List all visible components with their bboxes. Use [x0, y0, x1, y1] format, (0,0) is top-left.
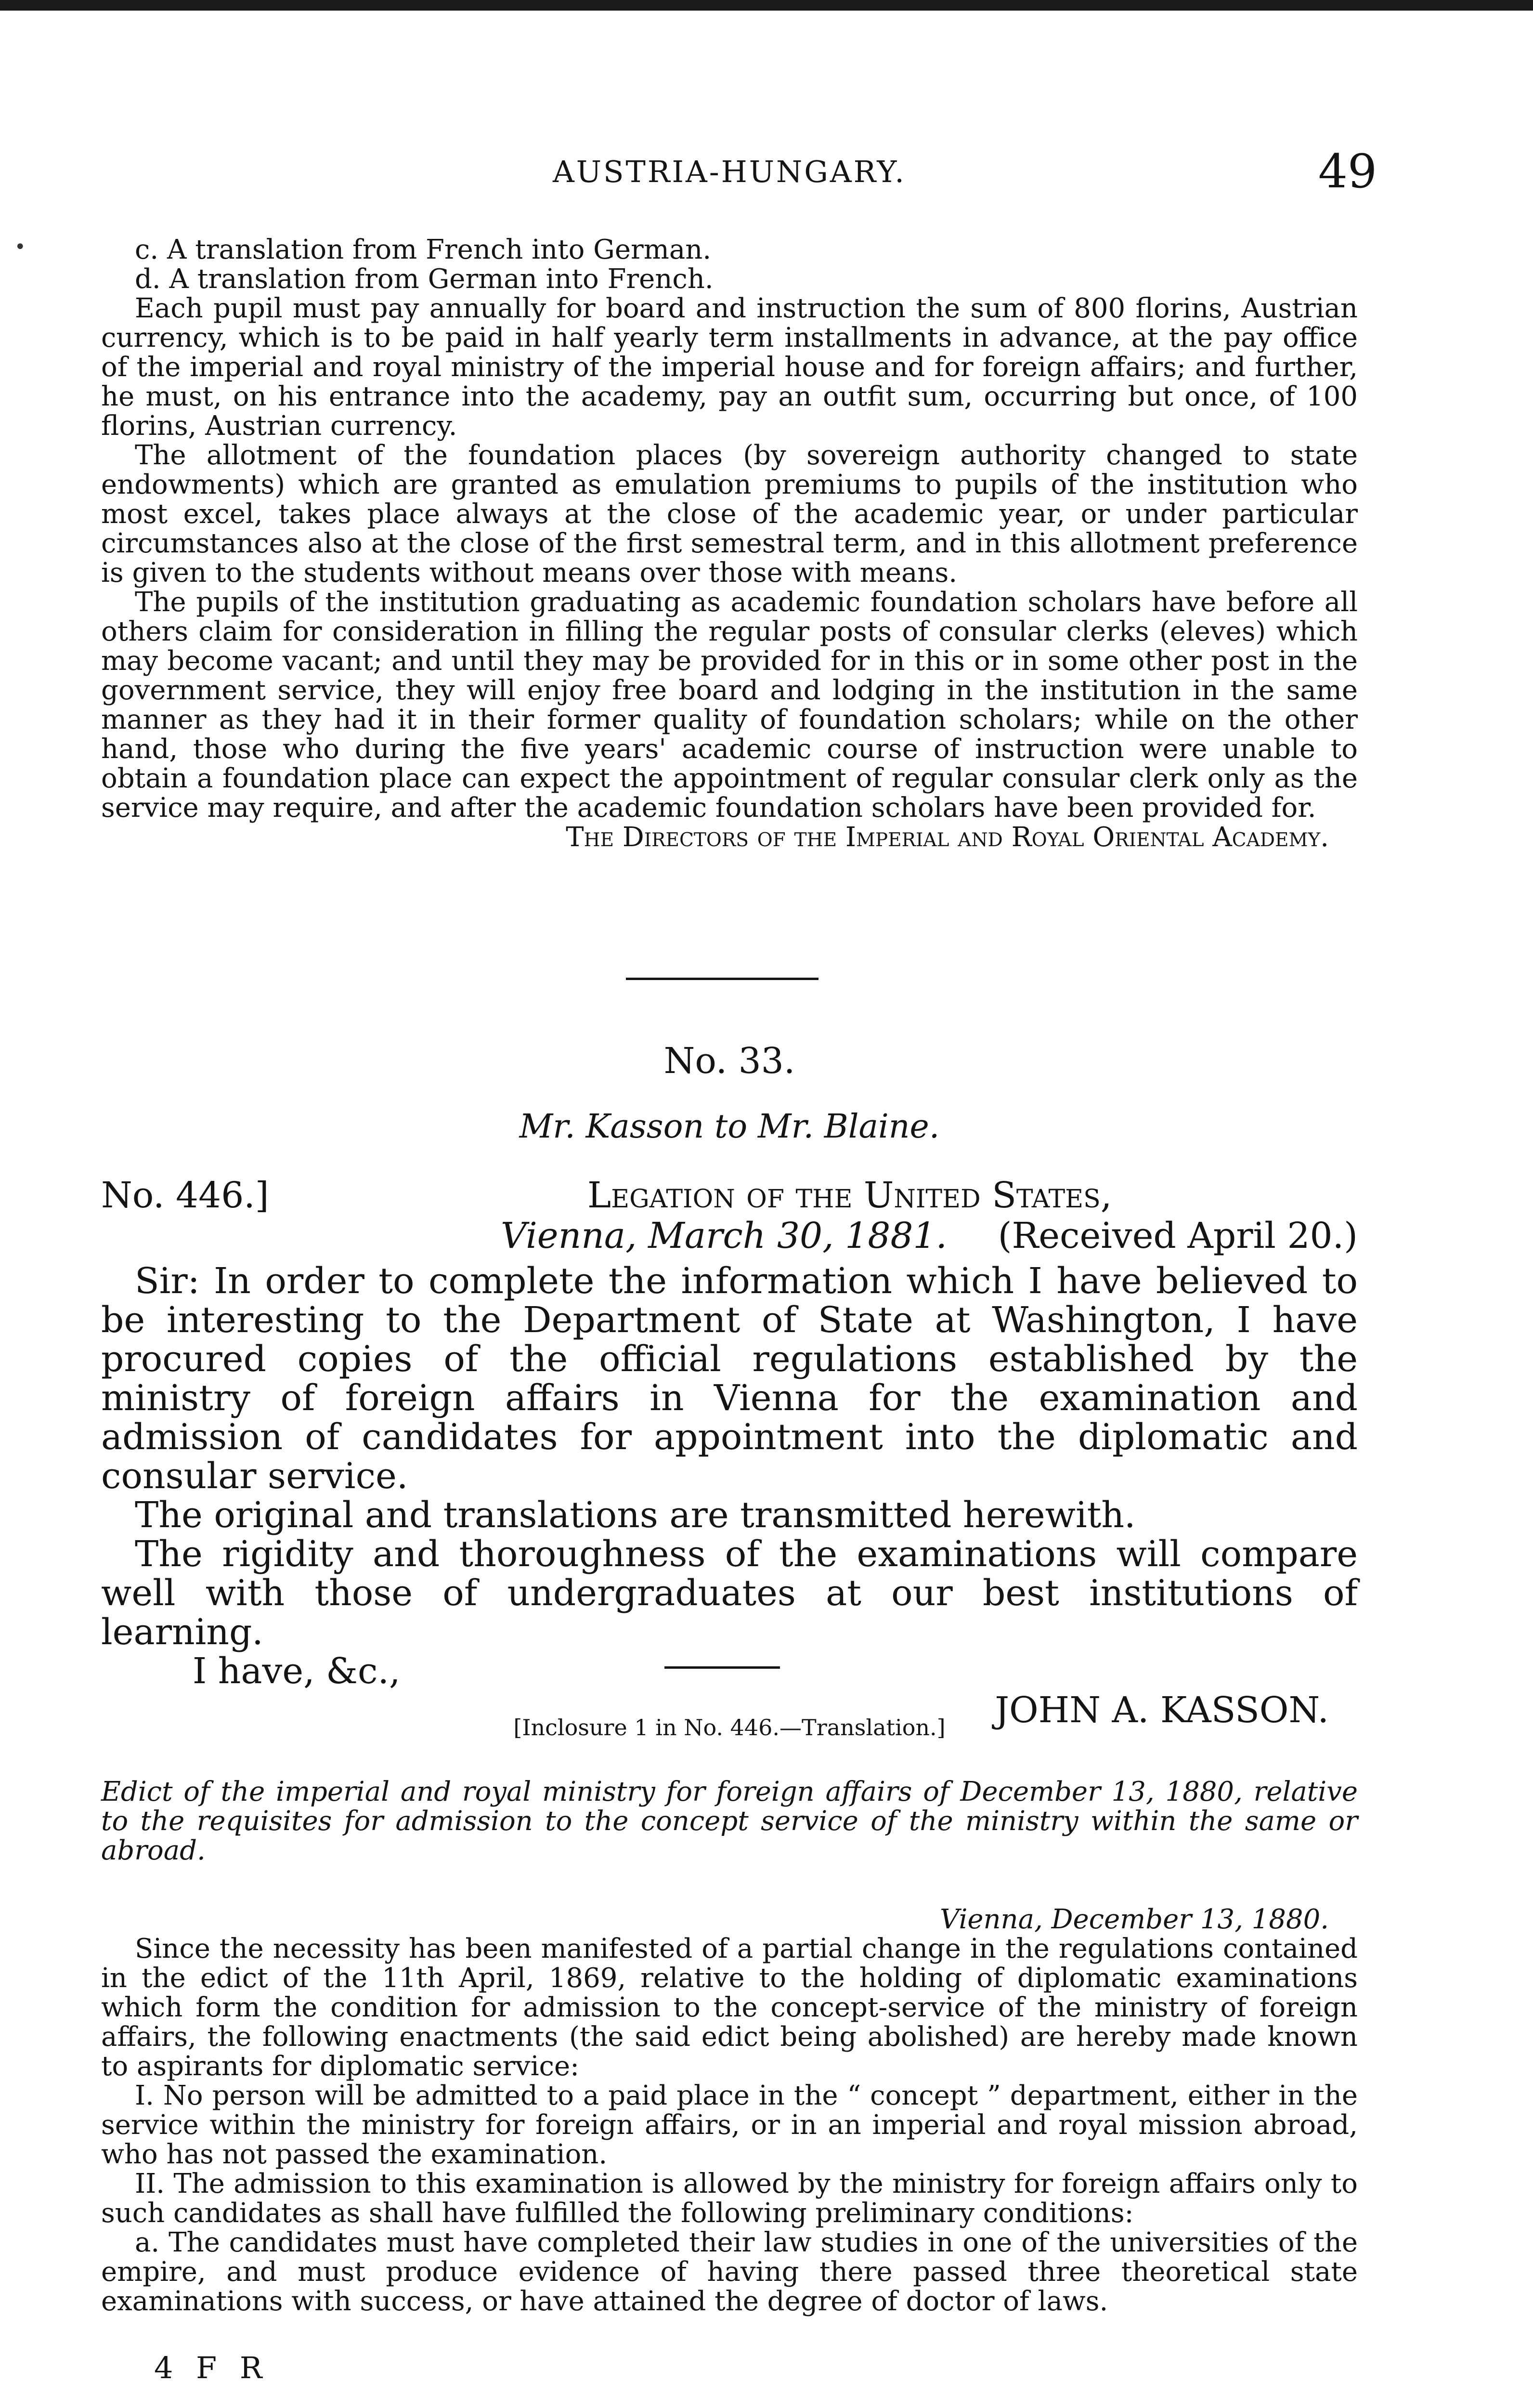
- inclosure-paragraph: a. The candidates must have completed their law studies in one of the universities of the empire, and must produce evidence of having there passed three theoretical state examinations with success, or have attained the degree of doctor of laws.: [101, 2227, 1358, 2317]
- letter-paragraph: Sir: In order to complete the information which I have believed to be interesting to the Department of State at Washington, I have procured copies of the official regulations established by the ministry of foreign affairs in Vienna for the examination and admission of candidates for appointment into the diplomatic and consular service.: [101, 1260, 1358, 1497]
- dateline: Vienna, December 13, 1880.: [939, 1904, 1329, 1935]
- paragraph: d. A translation from German into French.: [135, 263, 714, 295]
- running-head: AUSTRIA-HUNGARY.: [552, 154, 907, 189]
- inclosure-paragraph: II. The admission to this examination is allowed by the ministry for foreign affairs only to such candidates as shall have fulfilled the following preliminary conditions:: [101, 2168, 1358, 2229]
- inclosure-heading: [Inclosure 1 in No. 446.—Translation.]: [513, 1714, 946, 1741]
- letter-body: [101, 1262, 1358, 1730]
- legation-line: Legation of the United States,: [587, 1175, 1112, 1216]
- inclosure-paragraph: I. No person will be admitted to a paid place in the “ concept ” department, either in the service within the ministry for foreign affairs, or in an imperial and royal mission abroad, who has not passed the examination.: [101, 2080, 1358, 2170]
- inclosure-body: [101, 1905, 1358, 2316]
- edict-title-block: [101, 1777, 1358, 1865]
- dispatch-number: No. 446.]: [101, 1175, 269, 1216]
- separator-rule: [626, 978, 818, 980]
- page-number: 49: [1318, 144, 1377, 198]
- place-date: Vienna, March 30, 1881.: [501, 1215, 948, 1256]
- top-section: [101, 235, 1358, 852]
- paragraph: Each pupil must pay annually for board and instruction the sum of 800 florins, Austrian currency, which is to be paid in half yearly term installments in advance, at the pay office of the imperial and royal ministry of the imperial house and for foreign affairs; and further, he must, on his entrance into the academy, pay an outfit sum, occurring but once, of 100 florins, Austrian currency.: [101, 293, 1358, 442]
- footer: [101, 2350, 1358, 2385]
- top-border: [0, 0, 1533, 11]
- margin-mark: •: [14, 236, 26, 258]
- paragraph: The allotment of the foundation places (by sovereign authority changed to state endowments) which are granted as emulation premiums to pupils of the institution who most excel, takes place always at the close of the academic year, or under particular circumstances also at the close of the first semestral term, and in this allotment preference is given to the students without means over those with means.: [101, 440, 1358, 589]
- letter-paragraph: The original and translations are transmitted herewith.: [135, 1494, 1136, 1536]
- letter-paragraph: The rigidity and thoroughness of the examinations will compare well with those of undergraduates at our best institutions of learning.: [101, 1533, 1358, 1653]
- edict-title: Edict of the imperial and royal ministry for foreign affairs of December 13, 1880, relative to the requisites for admission to the concept service of the ministry within the same or abroad.: [101, 1776, 1358, 1866]
- paragraph: The pupils of the institution graduating as academic foundation scholars have before all others claim for consideration in filling the regular posts of consular clerks (eleves) which may become vacant; and until they may be provided for in this or in some other post in the government service, they will enjoy free board and lodging in the institution in the same manner as they had it in their former quality of foundation scholars; while on the other hand, those who during the five years' academic course of instruction were unable to obtain a foundation place can expect the appointment of regular consular clerk only as the service may require, and after the academic foundation scholars have been provided for.: [101, 587, 1358, 824]
- paragraph: c. A translation from French into German.: [135, 234, 712, 265]
- document-number-block: [101, 1040, 1358, 1082]
- signature-mark: 4 F R: [154, 2350, 269, 2385]
- document-title-block: [101, 1108, 1358, 1146]
- closing: I have, &c.,: [193, 1650, 401, 1692]
- inclosure-heading-block: [101, 1714, 1358, 1741]
- academy-signature: The Directors of the Imperial and Royal Oriental Academy.: [566, 822, 1329, 853]
- page-header: [101, 144, 1377, 202]
- dispatch-header: [101, 1175, 1358, 1262]
- separator-rule: [664, 1666, 780, 1669]
- received-date: (Received April 20.): [998, 1215, 1358, 1256]
- document-title: Mr. Kasson to Mr. Blaine.: [519, 1108, 940, 1146]
- inclosure-paragraph: Since the necessity has been manifested of a partial change in the regulations contained in the edict of the 11th April, 1869, relative to the holding of diplomatic examinations which form the condition for admission to the concept-service of the ministry of foreign affairs, the following enactments (the said edict being abolished) are hereby made known to aspirants for diplomatic service:: [101, 1933, 1358, 2082]
- signer: JOHN A. KASSON.: [995, 1689, 1329, 1731]
- document-number: No. 33.: [663, 1040, 795, 1082]
